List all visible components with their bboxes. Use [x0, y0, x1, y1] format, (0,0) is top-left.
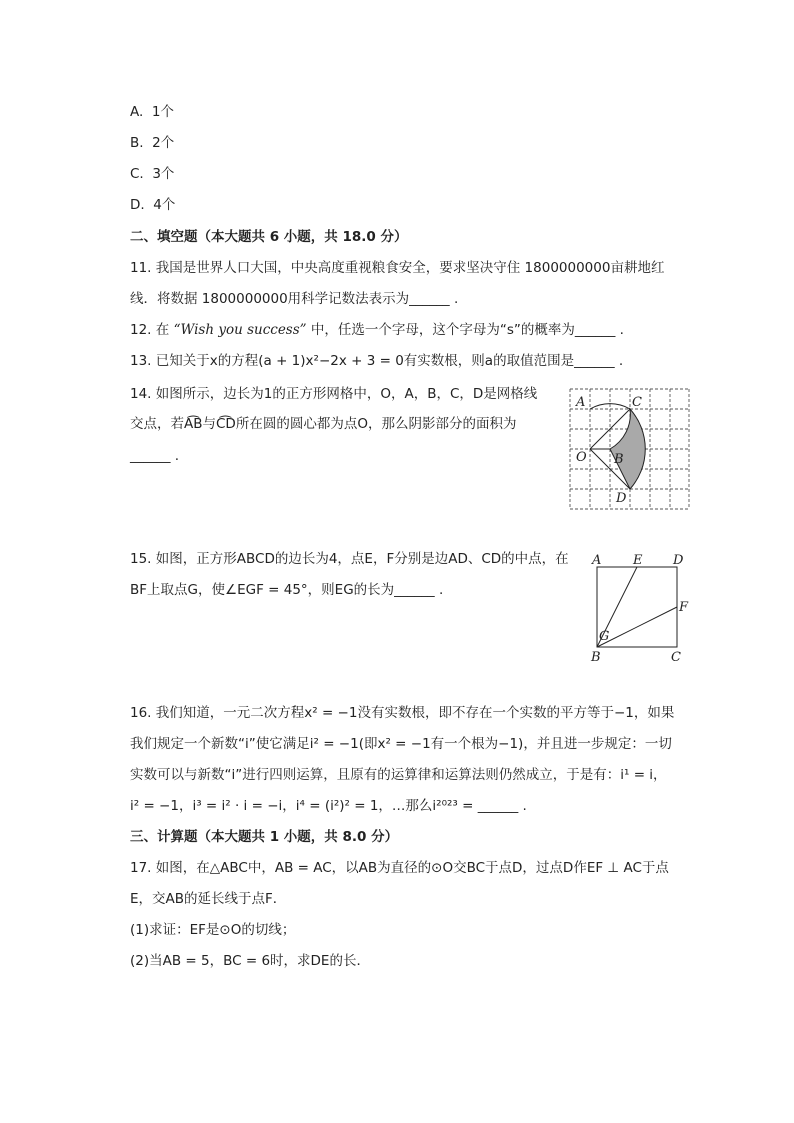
- section-3-title: 三、计算题（本大题共 1 小题，共 8.0 分）: [130, 829, 399, 845]
- q14-grid-figure: [562, 382, 694, 512]
- q14-label-o: O: [576, 450, 587, 465]
- q15-line-2: BF上取点G，使∠EGF = 45°，则EG的长为______ .: [130, 582, 444, 598]
- option-c: C. 3个: [130, 166, 175, 182]
- q14-line-1: 14. 如图所示，边长为1的正方形网格中，O，A，B，C，D是网格线: [130, 386, 538, 402]
- q14-label-b: B: [614, 452, 624, 467]
- q12-post: 中，任选一个字母，这个字母为“s”的概率为______ .: [310, 322, 624, 338]
- q11-line-1: 11. 我国是世界人口大国，中央高度重视粮食安全，要求坚决守住 1800000000亩耕地红: [130, 260, 665, 276]
- q15-label-c: C: [671, 650, 681, 665]
- q15-label-a: A: [592, 553, 602, 568]
- q15-label-e: E: [633, 553, 643, 568]
- q12-phrase: “Wish you success”: [173, 322, 307, 338]
- q14-label-a: A: [576, 395, 586, 410]
- q14-line-3: ______ .: [130, 448, 180, 464]
- q15-label-g: G: [599, 629, 610, 644]
- q14-line-2: 交点，若A͡B与C͡D所在圆的圆心都为点O，那么阴影部分的面积为: [130, 416, 517, 432]
- q16-line-3: 实数可以与新数“i”进行四则运算，且原有的运算律和运算法则仍然成立，于是有：i¹ = i，: [130, 767, 667, 783]
- q14-label-d: D: [616, 491, 627, 506]
- q15-label-d: D: [673, 553, 684, 568]
- q17-line-1: 17. 如图，在△ABC中，AB = AC，以AB为直径的⊙O交BC于点D，过点D作EF ⊥ AC于点: [130, 860, 669, 876]
- section-2-title: 二、填空题（本大题共 6 小题，共 18.0 分）: [130, 229, 408, 245]
- q15-line-1: 15. 如图，正方形ABCD的边长为4，点E，F分别是边AD、CD的中点，在: [130, 551, 569, 567]
- q17-line-3: (1)求证：EF是⊙O的切线；: [130, 922, 296, 938]
- q12-line: [130, 320, 624, 340]
- q11-line-2: 线．将数据 1800000000用科学记数法表示为______ .: [130, 291, 459, 307]
- option-b: B. 2个: [130, 135, 175, 151]
- q14-shaded-region: [610, 409, 645, 489]
- q12-pre: 12. 在: [130, 322, 170, 338]
- option-a: A. 1个: [130, 104, 174, 120]
- q13-line: 13. 已知关于x的方程(a + 1)x²−2x + 3 = 0有实数根，则a的取值范围是______ .: [130, 353, 624, 369]
- q16-line-4: i² = −1，i³ = i² · i = −i，i⁴ = (i²)² = 1，…那么i²⁰²³ = ______ .: [130, 798, 527, 814]
- q16-line-2: 我们规定一个新数“i”使它满足i² = −1(即x² = −1有一个根为−1)，并且进一步规定：一切: [130, 736, 672, 752]
- q14-label-c: C: [632, 395, 642, 410]
- option-d: D. 4个: [130, 197, 176, 213]
- q15-label-b: B: [591, 650, 601, 665]
- q17-line-2: E，交AB的延长线于点F．: [130, 891, 287, 907]
- q15-label-f: F: [679, 600, 689, 615]
- q15-square-figure: [586, 550, 696, 665]
- q16-line-1: 16. 我们知道，一元二次方程x² = −1没有实数根，即不存在一个实数的平方等于−1，如果: [130, 705, 675, 721]
- q17-line-4: (2)当AB = 5，BC = 6时，求DE的长．: [130, 953, 370, 969]
